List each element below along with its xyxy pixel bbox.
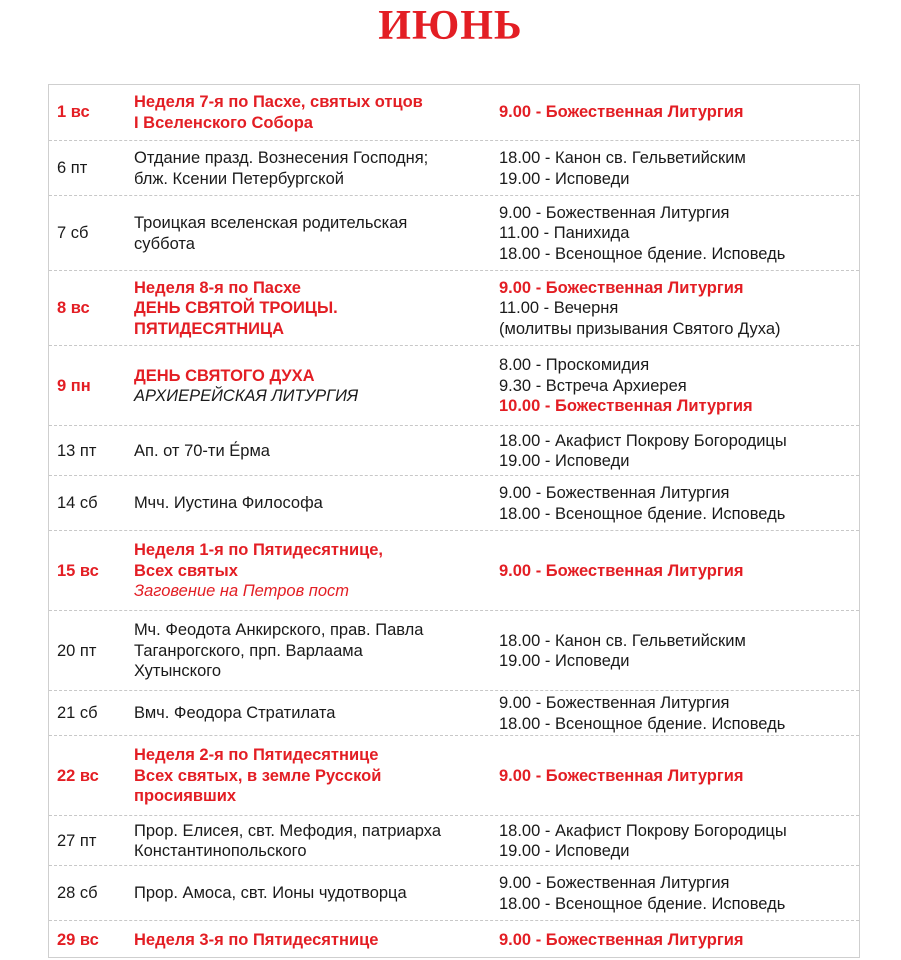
service-line: 9.00 - Божественная Литургия (499, 874, 730, 892)
service-line: 9.00 - Божественная Литургия (499, 766, 744, 785)
row-feast (134, 85, 494, 140)
service-line: 18.00 - Канон св. Гельветийским (499, 631, 746, 650)
row-feast (134, 736, 494, 816)
feast-line: ПЯТИДЕСЯТНИЦА (134, 319, 285, 338)
service-line: 9.00 - Божественная Литургия (499, 930, 744, 949)
service-line: 18.00 - Канон св. Гельветийским (499, 149, 746, 167)
feast-line: Ап. от 70-ти Е́рма (134, 441, 270, 460)
schedule-row (49, 815, 859, 866)
row-services (499, 531, 859, 611)
row-services (499, 346, 859, 426)
feast-line: Всех святых, в земле Русской (134, 766, 382, 785)
schedule-row (49, 425, 859, 476)
service-line: 18.00 - Всенощное бдение. Исповедь (499, 894, 786, 913)
feast-line: ДЕНЬ СВЯТОГО ДУХА (134, 366, 315, 385)
service-line: 18.00 - Акафист Покрову Богородицы (499, 431, 787, 450)
row-date: 1 вс (57, 103, 90, 122)
row-date: 13 пт (57, 441, 97, 460)
feast-line: блж. Ксении Петербургской (134, 169, 344, 188)
service-line: 18.00 - Всенощное бдение. Исповедь (499, 244, 786, 263)
schedule-row (49, 140, 859, 196)
row-services (499, 816, 859, 866)
service-line: 9.00 - Божественная Литургия (499, 694, 730, 712)
row-date: 29 вс (57, 930, 99, 949)
schedule-row (49, 690, 859, 736)
schedule-row (49, 85, 859, 140)
feast-line: Всех святых (134, 561, 238, 580)
feast-line: I Вселенского Собора (134, 113, 313, 132)
row-date: 7 сб (57, 224, 89, 243)
row-services (499, 736, 859, 816)
schedule-row (49, 735, 859, 816)
row-services (499, 141, 859, 196)
service-line: 9.00 - Божественная Литургия (499, 103, 744, 122)
row-feast (134, 921, 494, 959)
service-line: 19.00 - Исповеди (499, 452, 630, 470)
row-feast (134, 196, 494, 271)
feast-line: Заговение на Петров пост (134, 582, 350, 601)
row-date: 22 вс (57, 766, 99, 785)
row-date: 6 пт (57, 159, 88, 178)
service-line: 19.00 - Исповеди (499, 842, 630, 860)
feast-line: Константинопольского (134, 842, 307, 860)
row-feast (134, 816, 494, 866)
feast-line: Хутынского (134, 662, 222, 681)
feast-line: Неделя 1-я по Пятидесятнице, (134, 541, 383, 560)
schedule-row (49, 865, 859, 921)
feast-line: Отдание празд. Вознесения Господня; (134, 149, 429, 167)
feast-line: Троицкая вселенская родительская (134, 214, 408, 232)
feast-line: Неделя 2-я по Пятидесятнице (134, 746, 379, 765)
service-line: 9.30 - Встреча Архиерея (499, 376, 687, 395)
service-line: 10.00 - Божественная Литургия (499, 397, 753, 416)
feast-line: ДЕНЬ СВЯТОЙ ТРОИЦЫ. (134, 299, 338, 318)
feast-line: Неделя 3-я по Пятидесятнице (134, 930, 379, 949)
row-feast (134, 866, 494, 921)
row-feast (134, 271, 494, 346)
row-services (499, 691, 859, 736)
service-line: (молитвы призывания Святого Духа) (499, 319, 781, 338)
row-feast (134, 141, 494, 196)
row-services (499, 85, 859, 140)
feast-line: суббота (134, 234, 195, 253)
feast-line: просиявших (134, 787, 237, 806)
service-line: 19.00 - Исповеди (499, 169, 630, 188)
row-feast (134, 531, 494, 611)
service-line: 11.00 - Вечерня (499, 299, 619, 318)
feast-line: Неделя 7-я по Пасхе, святых отцов (134, 93, 423, 111)
feast-line: Мчч. Иустина Философа (134, 494, 323, 513)
row-services (499, 866, 859, 921)
feast-line: АРХИЕРЕЙСКАЯ ЛИТУРГИЯ (134, 387, 359, 405)
row-feast (134, 611, 494, 691)
feast-line: Прор. Елисея, свт. Мефодия, патриарха (134, 821, 442, 840)
service-line: 18.00 - Всенощное бдение. Исповедь (499, 714, 786, 733)
row-feast (134, 691, 494, 736)
row-feast (134, 476, 494, 531)
service-line: 9.00 - Божественная Литургия (499, 278, 744, 297)
row-date: 15 вс (57, 561, 99, 580)
service-line: 9.00 - Божественная Литургия (499, 203, 730, 222)
row-date: 21 сб (57, 704, 98, 723)
feast-line: Мч. Феодота Анкирского, прав. Павла (134, 621, 424, 640)
row-services (499, 271, 859, 346)
row-feast (134, 426, 494, 476)
service-line: 11.00 - Панихида (499, 224, 630, 243)
service-line: 19.00 - Исповеди (499, 652, 630, 670)
service-line: 18.00 - Акафист Покрову Богородицы (499, 821, 787, 840)
row-services (499, 476, 859, 531)
service-line: 9.00 - Божественная Литургия (499, 561, 744, 580)
schedule-row (49, 475, 859, 531)
row-date: 8 вс (57, 299, 90, 318)
row-date: 28 сб (57, 884, 98, 903)
schedule-row (49, 610, 859, 691)
service-line: 9.00 - Божественная Литургия (499, 484, 730, 502)
row-date: 27 пт (57, 831, 97, 850)
row-services (499, 196, 859, 271)
row-date: 14 сб (57, 494, 98, 513)
schedule-row (49, 345, 859, 426)
feast-line: Вмч. Феодора Стратилата (134, 704, 336, 723)
schedule-row (49, 920, 859, 959)
row-feast (134, 346, 494, 426)
page-title: ИЮНЬ (378, 3, 523, 49)
schedule-table (48, 84, 860, 958)
row-date: 20 пт (57, 641, 97, 660)
feast-line: Таганрогского, прп. Варлаама (134, 641, 363, 660)
service-line: 18.00 - Всенощное бдение. Исповедь (499, 504, 786, 523)
feast-line: Неделя 8-я по Пасхе (134, 278, 301, 297)
schedule-row (49, 195, 859, 271)
row-date: 9 пн (57, 376, 91, 395)
row-services (499, 921, 859, 959)
schedule-row (49, 270, 859, 346)
row-services (499, 426, 859, 476)
schedule-row (49, 530, 859, 611)
service-line: 8.00 - Проскомидия (499, 356, 650, 375)
feast-line: Прор. Амоса, свт. Ионы чудотворца (134, 884, 407, 903)
row-services (499, 611, 859, 691)
